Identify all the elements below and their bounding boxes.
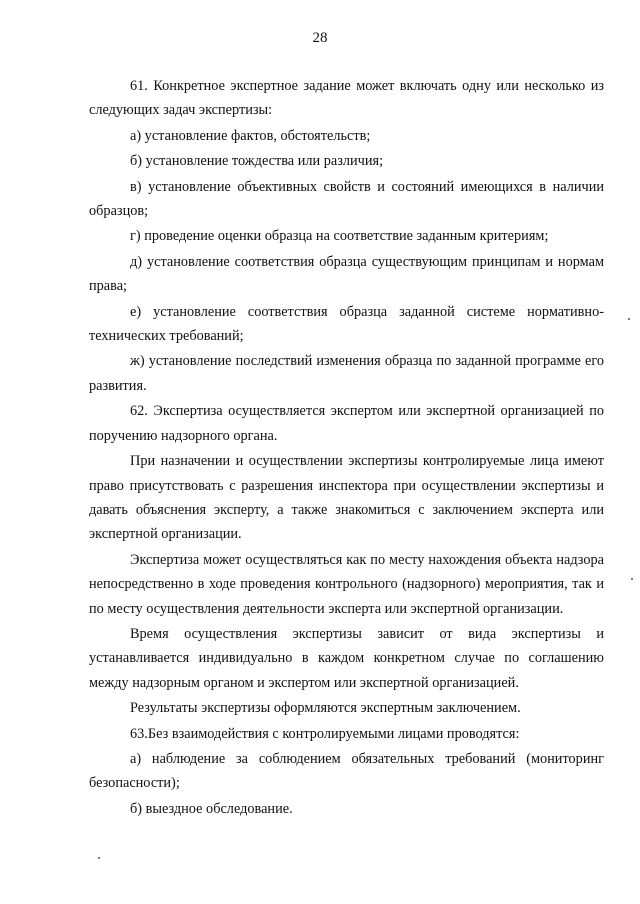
paragraph-location: Экспертиза может осуществляться как по месту нахождения объекта надзора непосредственно в ходе проведения контрольного (надзорного) мероприятия, так и по месту осуществления деятельности эксперта или экспертной организации. <box>89 551 604 617</box>
paragraph-time: Время осуществления экспертизы зависит от вида экспертизы и устанавливается индивидуально в каждом конкретном случае по соглашению между надзорным органом и экспертом или экспертной организацией. <box>89 625 604 691</box>
page-number: 28 <box>312 30 328 46</box>
list-item-a: а) установление фактов, обстоятельств; <box>130 127 371 144</box>
list-item-zh: ж) установление последствий изменения образца по заданной программе его развития. <box>89 353 604 394</box>
list-item-d: д) установление соответствия образца существующим принципам и нормам права; <box>89 253 604 295</box>
list-item-e: е) установление соответствия образца заданной системе нормативно-технических требований; <box>89 303 604 345</box>
list-item-g: г) проведение оценки образца на соответствие заданным критериям; <box>130 228 549 245</box>
list-item-63-b: б) выездное обследование. <box>130 800 293 817</box>
paragraph-62: 62. Экспертиза осуществляется экспертом или экспертной организацией по поручению надзорного органа. <box>89 403 604 444</box>
list-item-63-a: а) наблюдение за соблюдением обязательных требований (мониторинг безопасности); <box>89 750 604 792</box>
list-item-b: б) установление тождества или различия; <box>130 153 384 170</box>
paragraph-rights: При назначении и осуществлении экспертизы контролируемые лица имеют право присутствовать с разрешения инспектора при осуществлении экспертизы и давать объяснения эксперту, а также знакомиться с заключением эксперта или экспертной организации. <box>89 453 604 543</box>
scan-speck <box>628 318 630 320</box>
scan-speck <box>631 578 633 580</box>
scan-speck <box>98 857 100 859</box>
document-body <box>89 74 604 821</box>
paragraph-results: Результаты экспертизы оформляются экспертным заключением. <box>130 700 521 717</box>
list-item-v: в) установление объективных свойств и состояний имеющихся в наличии образцов; <box>89 178 604 220</box>
paragraph-61: 61. Конкретное экспертное задание может включать одну или несколько из следующих задач экспертизы: <box>89 78 604 119</box>
paragraph-63: 63.Без взаимодействия с контролируемыми лицами проводятся: <box>130 725 520 742</box>
